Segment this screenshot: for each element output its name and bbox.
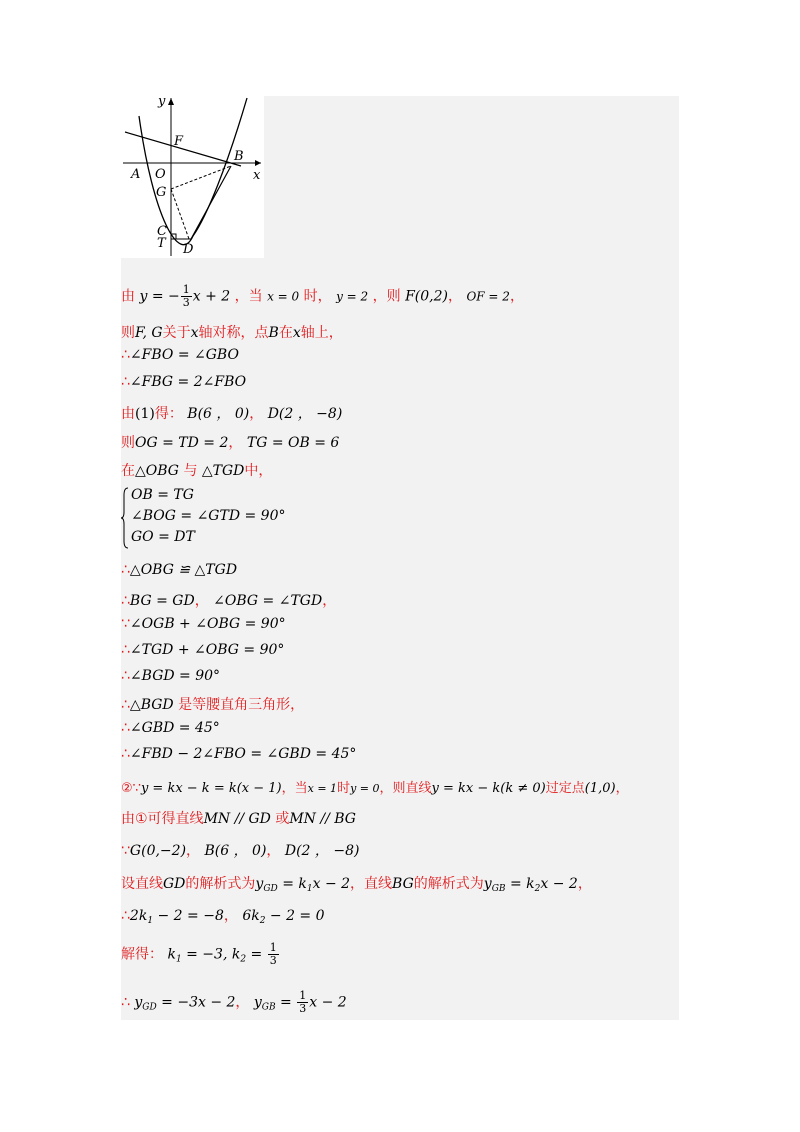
- line-7: 在△OBG 与 △TGD中，: [121, 463, 273, 479]
- label-F: F: [174, 134, 184, 149]
- label-y: y: [158, 96, 166, 109]
- line-5: 由(1)得： B(6 ， 0)， D(2 ， −8): [121, 406, 343, 422]
- label-O: O: [155, 167, 166, 182]
- line-19: 设直线GD的解析式为$y_{GD} = k_1x - 2$，直线BG的解析式为$y_{GB} = k_2x - 2$，: [121, 876, 592, 894]
- label-C: C: [157, 224, 167, 239]
- brace-icon: [121, 487, 129, 549]
- line-15: ∴∠FBD − 2∠FBO = ∠GBD = 45°: [121, 746, 357, 762]
- line-8: ∴△OBG ≌ △TGD: [121, 562, 238, 578]
- system-row-1: OB = TG: [131, 487, 194, 503]
- parabola-figure: [121, 96, 264, 258]
- label-A: A: [131, 167, 141, 182]
- line-2: 则F, G关于x轴对称，点B在x轴上，: [121, 325, 343, 341]
- line-6: 则OG = TD = 2， TG = OB = 6: [121, 435, 340, 451]
- line-9: ∴BG = GD， ∠OBG = ∠TGD，: [121, 593, 337, 609]
- fraction-one-third: $\frac{1}{3}$: [299, 989, 307, 1015]
- label-G: G: [156, 185, 167, 200]
- line-13: ∴△BGD 是等腰直角三角形，: [121, 697, 305, 713]
- line-18: ∵G(0,−2)， B(6 ， 0)， D(2 ， −8): [121, 843, 360, 859]
- line-14: ∴∠GBD = 45°: [121, 720, 220, 736]
- line-11: ∴∠TGD + ∠OBG = 90°: [121, 642, 285, 658]
- line-17: 由①可得直线MN // GD 或MN // BG: [121, 811, 356, 827]
- line-4: ∴∠FBG = 2∠FBO: [121, 374, 247, 390]
- label-x: x: [253, 168, 261, 183]
- line-22: ∴ $y_{GD} = -3x - 2$， $y_{GB}$ = $\frac{1}{3}$ x − 2: [121, 989, 347, 1015]
- parabola-graph: [121, 96, 264, 258]
- label-T: T: [157, 236, 166, 251]
- system-row-2: ∠BOG = ∠GTD = 90°: [131, 508, 286, 524]
- line-16: ②∵y = kx − k = k(x − 1)，当x = 1时y = 0，则直线y = kx − k(k ≠ 0)过定点(1,0)，: [121, 781, 629, 796]
- label-B: B: [234, 149, 244, 164]
- system-row-3: GO = DT: [131, 529, 195, 545]
- fraction-one-third: $\frac{1}{3}$: [182, 283, 190, 309]
- line-10: ∵∠OGB + ∠OBG = 90°: [121, 616, 286, 632]
- fraction-one-third: $\frac{1}{3}$: [269, 941, 277, 967]
- line-12: ∴∠BGD = 90°: [121, 668, 221, 684]
- label-D: D: [183, 242, 194, 257]
- line-20: $\therefore 2k_1 - 2 = -8$， $6k_2 - 2 = 0$: [121, 908, 325, 926]
- line-21: 解得： $k_1 = -3$, $k_2$ = $\frac{1}{3}$: [121, 941, 277, 967]
- line-3: ∴∠FBO = ∠GBO: [121, 347, 239, 363]
- line-1: 由 y = − $\frac{1}{3}$ x + 2 ，当 x = 0 时， y = 2 ，则 F(0,2)， OF = 2，: [121, 283, 524, 309]
